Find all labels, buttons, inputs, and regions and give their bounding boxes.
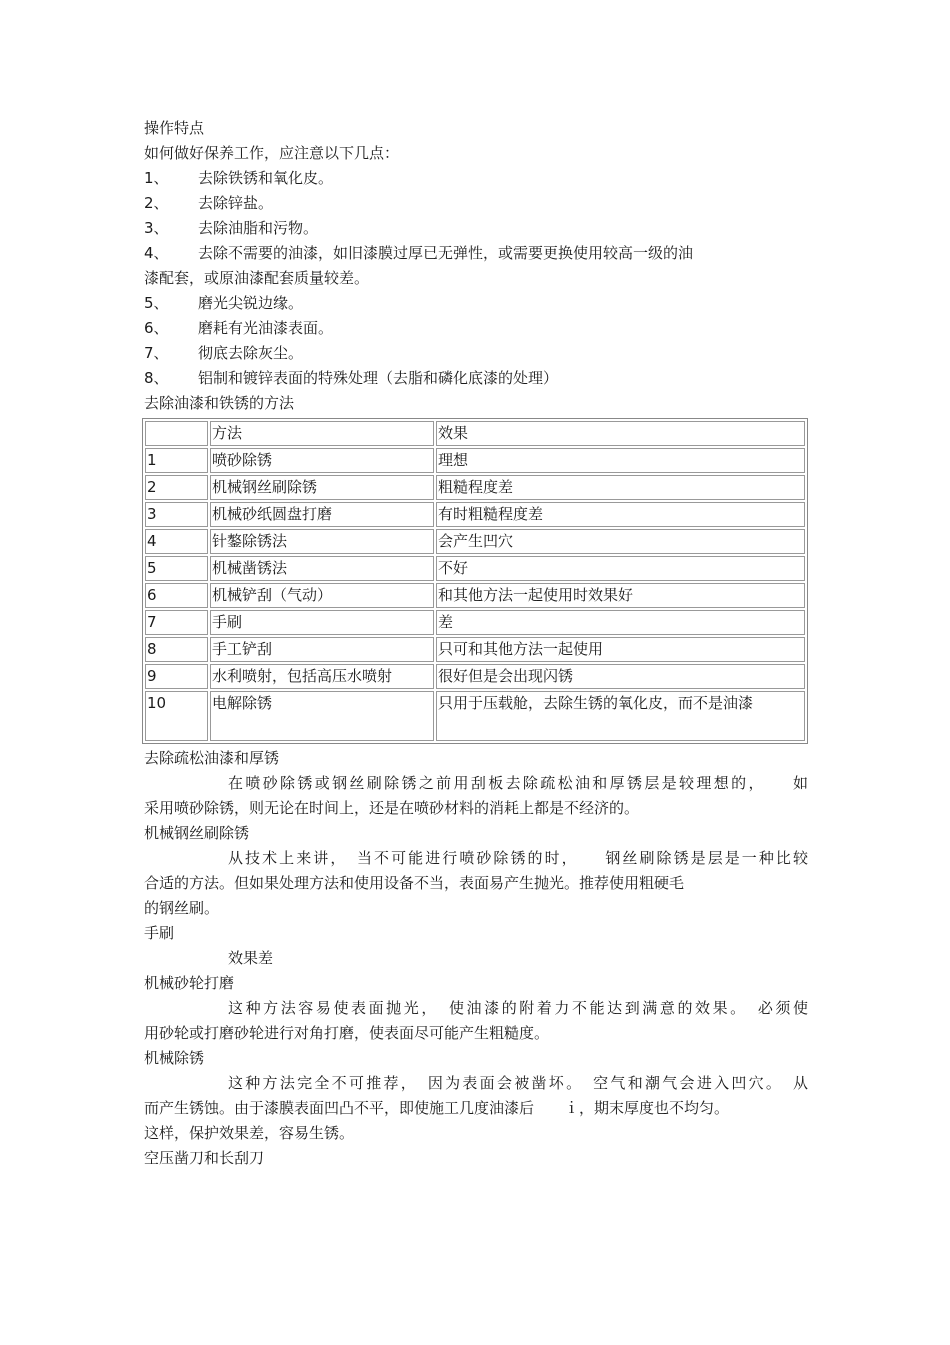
method-cell: 手工铲刮 bbox=[210, 637, 434, 662]
row-number-cell: 2 bbox=[145, 475, 208, 500]
effect-cell: 会产生凹穴 bbox=[436, 529, 805, 554]
row-number-cell: 5 bbox=[145, 556, 208, 581]
item-text: 去除铁锈和氧化皮。 bbox=[198, 169, 334, 187]
table-row bbox=[145, 448, 805, 473]
row-number-cell: 8 bbox=[145, 637, 208, 662]
list-item bbox=[144, 166, 808, 191]
effect-cell: 只用于压载舱，去除生锈的氧化皮，而不是油漆 bbox=[436, 691, 805, 741]
effect-cell: 很好但是会出现闪锈 bbox=[436, 664, 805, 689]
table-title: 去除油漆和铁锈的方法 bbox=[144, 394, 295, 412]
table-row bbox=[145, 556, 805, 581]
section-title: 机械钢丝刷除锈 bbox=[144, 824, 250, 842]
paragraph-line: 这种方法完全不可推荐， 因为表面会被凿坏。 空气和潮气会进入凹穴。 从 bbox=[228, 1074, 808, 1092]
effect-cell: 只可和其他方法一起使用 bbox=[436, 637, 805, 662]
section-title: 空压凿刀和长刮刀 bbox=[144, 1149, 265, 1167]
section-title: 手刷 bbox=[144, 924, 175, 942]
header-cell: 方法 bbox=[210, 421, 434, 446]
paragraph-line: 合适的方法。但如果处理方法和使用设备不当，表面易产生抛光。推荐使用粗硬毛 bbox=[144, 874, 685, 892]
paragraph-line: 用砂轮或打磨砂轮进行对角打磨，使表面尽可能产生粗糙度。 bbox=[144, 1024, 550, 1042]
item-text: 去除油脂和污物。 bbox=[198, 219, 319, 237]
row-number-cell: 7 bbox=[145, 610, 208, 635]
document-body bbox=[144, 116, 808, 1171]
item-number: 2、 bbox=[144, 194, 169, 212]
item-number: 7、 bbox=[144, 344, 169, 362]
table-row bbox=[145, 583, 805, 608]
paragraph-line: 这样，保护效果差，容易生锈。 bbox=[144, 1124, 355, 1142]
method-cell: 机械铲刮（气动） bbox=[210, 583, 434, 608]
item-number: 1、 bbox=[144, 169, 169, 187]
effect-cell: 粗糙程度差 bbox=[436, 475, 805, 500]
effect-cell: 差 bbox=[436, 610, 805, 635]
methods-table bbox=[142, 418, 808, 744]
item-text: 去除锌盐。 bbox=[198, 194, 274, 212]
section-title: 机械除锈 bbox=[144, 1049, 205, 1067]
list-item bbox=[144, 316, 808, 341]
table-row bbox=[145, 502, 805, 527]
row-number-cell: 9 bbox=[145, 664, 208, 689]
method-cell: 机械砂纸圆盘打磨 bbox=[210, 502, 434, 527]
effect-cell: 不好 bbox=[436, 556, 805, 581]
list-item bbox=[144, 216, 808, 241]
item-text: 铝制和镀锌表面的特殊处理（去脂和磷化底漆的处理） bbox=[198, 369, 559, 387]
paragraph-line: 在喷砂除锈或钢丝刷除锈之前用刮板去除疏松油和厚锈层是较理想的， 如 bbox=[228, 774, 808, 792]
table-row bbox=[145, 475, 805, 500]
row-number-cell: 3 bbox=[145, 502, 208, 527]
paragraph-line: 效果差 bbox=[228, 949, 274, 967]
method-cell: 喷砂除锈 bbox=[210, 448, 434, 473]
table-row bbox=[145, 610, 805, 635]
list-item bbox=[144, 366, 808, 391]
method-cell: 电解除锈 bbox=[210, 691, 434, 741]
list-item bbox=[144, 341, 808, 366]
table-row bbox=[145, 529, 805, 554]
row-number-cell: 10 bbox=[145, 691, 208, 741]
table-row bbox=[145, 664, 805, 689]
item-text: 磨光尖锐边缘。 bbox=[198, 294, 304, 312]
item-number: 6、 bbox=[144, 319, 169, 337]
table-header-row bbox=[145, 421, 805, 446]
section-title: 去除疏松油漆和厚锈 bbox=[144, 749, 280, 767]
header-cell bbox=[145, 421, 208, 446]
row-number-cell: 6 bbox=[145, 583, 208, 608]
effect-cell: 和其他方法一起使用时效果好 bbox=[436, 583, 805, 608]
paragraph-line: 采用喷砂除锈，则无论在时间上，还是在喷砂材料的消耗上都是不经济的。 bbox=[144, 799, 640, 817]
paragraph-line: 的钢丝刷。 bbox=[144, 899, 220, 917]
item-number: 3、 bbox=[144, 219, 169, 237]
paragraph-line: 这种方法容易使表面抛光， 使油漆的附着力不能达到满意的效果。 必须使 bbox=[228, 999, 808, 1017]
method-cell: 手刷 bbox=[210, 610, 434, 635]
item-number: 8、 bbox=[144, 369, 169, 387]
intro-text: 如何做好保养工作，应注意以下几点： bbox=[144, 144, 400, 162]
paragraph-line: 而产生锈蚀。由于漆膜表面凹凸不平，即使施工几度油漆后 ｉ，期末厚度也不均匀。 bbox=[144, 1099, 730, 1117]
method-cell: 水利喷射，包括高压水喷射 bbox=[210, 664, 434, 689]
item-text: 去除不需要的油漆，如旧漆膜过厚已无弹性，或需要更换使用较高一级的油 bbox=[198, 244, 694, 262]
item-text: 磨耗有光油漆表面。 bbox=[198, 319, 334, 337]
effect-cell: 有时粗糙程度差 bbox=[436, 502, 805, 527]
list-item bbox=[144, 291, 808, 316]
row-number-cell: 1 bbox=[145, 448, 208, 473]
list-item bbox=[144, 191, 808, 216]
row-number-cell: 4 bbox=[145, 529, 208, 554]
item-number: 4、 bbox=[144, 244, 169, 262]
table-row bbox=[145, 637, 805, 662]
item-number: 5、 bbox=[144, 294, 169, 312]
section-title-features: 操作特点 bbox=[144, 119, 205, 137]
method-cell: 机械钢丝刷除锈 bbox=[210, 475, 434, 500]
section-title: 机械砂轮打磨 bbox=[144, 974, 235, 992]
method-cell: 针鏊除锈法 bbox=[210, 529, 434, 554]
list-item bbox=[144, 241, 808, 266]
header-cell: 效果 bbox=[436, 421, 805, 446]
effect-cell: 理想 bbox=[436, 448, 805, 473]
item-continuation: 漆配套，或原油漆配套质量较差。 bbox=[144, 269, 370, 287]
paragraph-line: 从技术上来讲， 当不可能进行喷砂除锈的时， 钢丝刷除锈是层是一种比较 bbox=[228, 849, 808, 867]
item-text: 彻底去除灰尘。 bbox=[198, 344, 304, 362]
table-row bbox=[145, 691, 805, 741]
method-cell: 机械凿锈法 bbox=[210, 556, 434, 581]
